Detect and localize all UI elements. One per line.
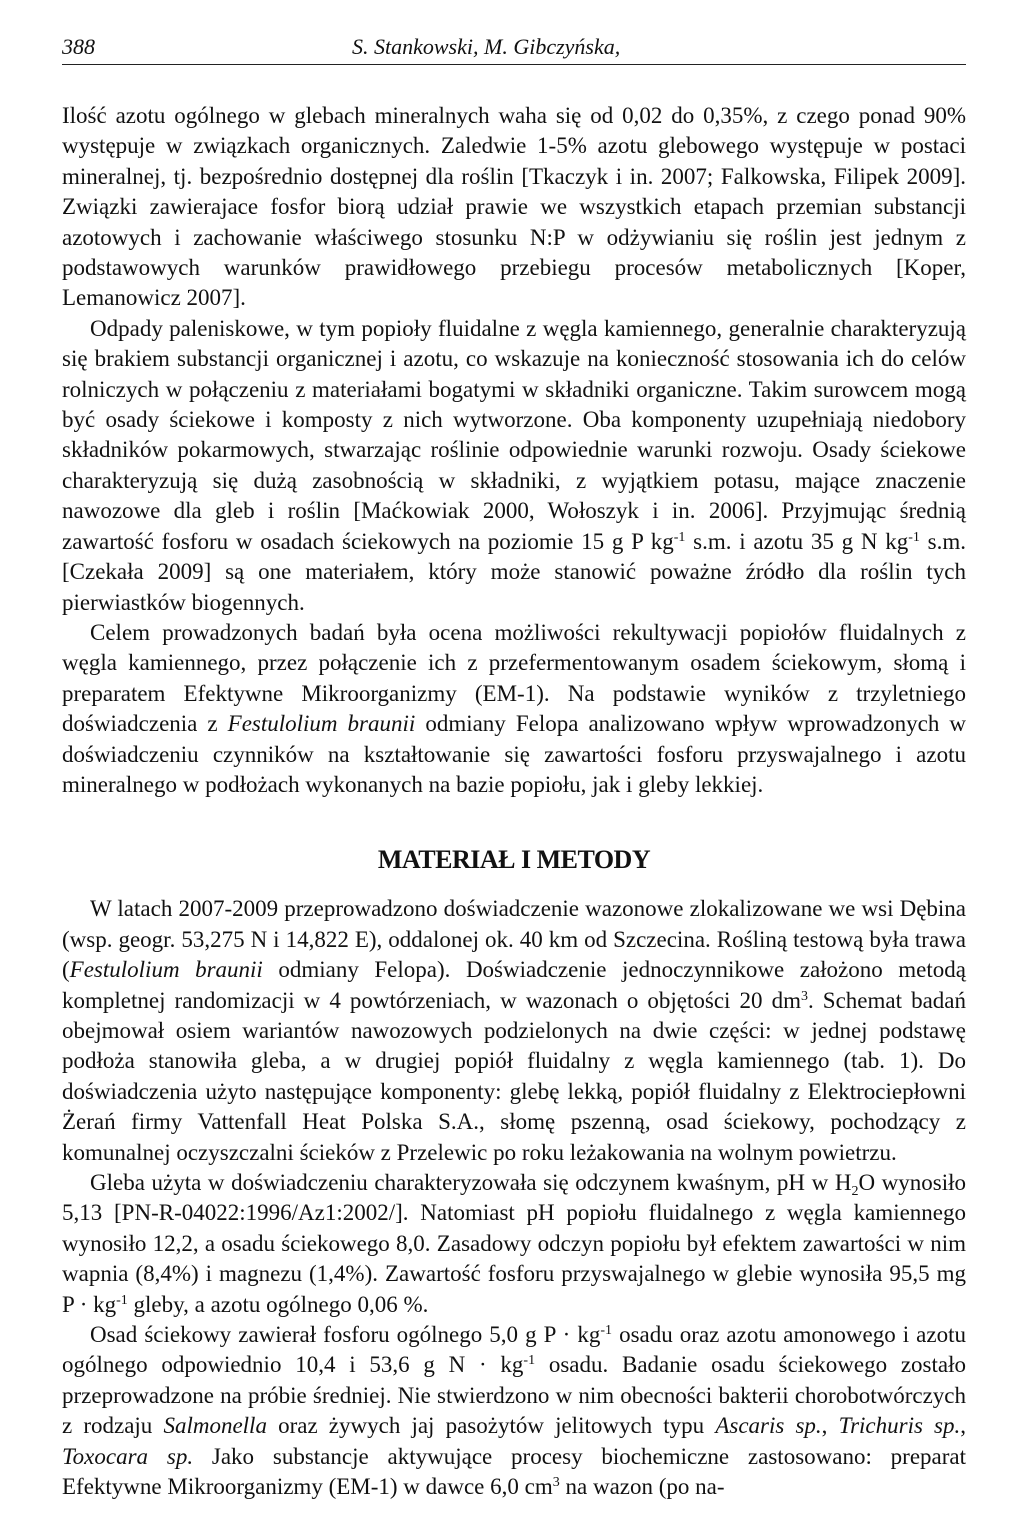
- paragraph-text: odmiany Felopa). Doświadczenie jednoczynnikowe założono metodą kompletnej randomizacji w 4 powtórzeniach, w wazonach o objętości 20 dm: [62, 957, 966, 1013]
- paragraph-text: na wazon (po na-: [559, 1474, 725, 1500]
- paragraph-text: s.m. [Czekała 2009] są one materiałem, który może stanowić poważne źródło dla roślin tych pierwiastków biogennych.: [62, 528, 967, 615]
- page: [62, 0, 966, 1502]
- genus-name: Toxocara sp.: [62, 1443, 194, 1469]
- paragraph-text: Jako substancje aktywujące procesy biochemiczne zastosowano: preparat Efektywne Mikroorganizmy (EM-1) w dawce 6,0 cm: [62, 1443, 967, 1500]
- paragraph-text: ,: [821, 1413, 839, 1439]
- paragraph-text: s.m. i azotu 35 g N kg: [685, 528, 909, 554]
- paragraph-text: Odpady paleniskowe, w tym popioły fluidalne z węgla kamiennego, generalnie charakteryzują się brakiem substancji organicznej i azotu, co wskazuje na konieczność stosowania ich do celów rolniczych w połączeniu z materiałami bogatymi w składniki organiczne. Takim surowcem mogą być osady ściekowe i komposty z nich wytworzone. Oba komponenty uzupełniają niedobory składników pokarmowych, stwarzając roślinie odpowiednie warunki rozwoju. Osady ściekowe charakteryzują się dużą zasobnością w składniki, z wyjątkiem potasu, mające znaczenie nawozowe dla gleb i roślin [Maćkowiak 2000, Wołoszyk i in. 2006]. Przyjmując średnią zawartość fosforu w osadach ściekowych na poziomie 15 g P kg: [62, 315, 966, 554]
- paragraph-text: osadu. Badanie osadu ściekowego zostało przeprowadzone na próbie średniej. Nie stwierdzono w nim obecności bakterii chorobotwórczych z rodzaju: [62, 1352, 967, 1439]
- paragraph-text: odmiany Felopa analizowano wpływ wprowadzonych w doświadczeniu czynników na kształtowanie się zawartości fosforu przyswajalnego i azotu mineralnego w podłożach wykonanych na bazie popiołu, jak i gleby lekkiej.: [62, 711, 966, 797]
- genus-name: Ascaris sp.: [715, 1413, 822, 1439]
- superscript: 3: [800, 988, 808, 1004]
- paragraph-text: W latach 2007-2009 przeprowadzono doświadczenie wazonowe zlokalizowane we wsi Dębina (wsp. geogr. 53,275 N i 14,822 E), oddalonej ok. 40 km od Szczecina. Rośliną testową była trawa (: [62, 896, 966, 983]
- paragraph-nitrogen-content: [62, 101, 966, 314]
- paragraph-text: . Schemat badań obejmował osiem wariantów nawozowych podzielonych na dwie części: w jednej podstawę podłoża stanowiła gleba, a w drugiej popiół fluidalny z węgla kamiennego (tab. 1). Do doświadczenia użyto następujące komponenty: glebę lekką, popiół fluidalny z Elektrociepłowni Żerań firmy Vattenfall Heat Polska S.A., słomę pszenną, osad ściekowy, pochodzący z komunalnej oczyszczalni ścieków z Przelewic po roku leżakowania na wolnym powietrzu.: [62, 987, 966, 1165]
- genus-name: Salmonella: [163, 1413, 267, 1439]
- species-name: Festulolium braunii: [69, 957, 263, 983]
- header-authors: S. Stankowski, M. Gibczyńska,: [352, 34, 621, 59]
- paragraph-text: gleby, a azotu ogólnego 0,06 %.: [127, 1291, 429, 1317]
- paragraph-sewage-sludge: [62, 1320, 966, 1502]
- paragraph-research-aim: [62, 618, 966, 800]
- paragraph-text: O wynosiło 5,13 [PN-R-04022:1996/Az1:2002/]. Natomiast pH popiołu fluidalnego z węgla kamiennego wynosiło 12,2, a osadu ściekowego 8,0. Zasadowy odczyn popiołu był efektem zawartości w nim wapnia (8,4%) i magnezu (1,4%). Zawartość fosforu przyswajalnego w glebie wynosiła 95,5 mg P · kg: [62, 1170, 967, 1317]
- subscript: 2: [851, 1184, 859, 1199]
- paragraph-text: Osad ściekowy zawierał fosforu ogólnego 5,0 g P · kg: [90, 1322, 601, 1348]
- species-name: Festulolium braunii: [227, 711, 416, 737]
- superscript: -1: [673, 529, 686, 545]
- genus-name: Trichuris sp.: [838, 1413, 961, 1439]
- paragraph-text: osadu oraz azotu amonowego i azotu ogólnego odpowiednio 10,4 i 53,6 g N · kg: [62, 1322, 966, 1378]
- superscript: 3: [552, 1475, 560, 1491]
- paragraph-combustion-waste: [62, 314, 966, 618]
- superscript: -1: [116, 1292, 128, 1308]
- running-header: [62, 0, 966, 65]
- paragraph-soil-properties: [62, 1168, 966, 1320]
- body-text: [62, 101, 966, 1502]
- superscript: -1: [908, 529, 920, 545]
- paragraph-text: Celem prowadzonych badań była ocena możliwości rekultywacji popiołów fluidalnych z węgla kamiennego, przez połączenie ich z przefermentowanym osadem ściekowym, słomą i preparatem Efektywne Mikroorganizmy (EM-1). Na podstawie wyników z trzyletniego doświadczenia z: [62, 619, 966, 737]
- paragraph-text: ,: [960, 1413, 967, 1439]
- superscript: -1: [523, 1353, 536, 1369]
- paragraph-text: Gleba użyta w doświadczeniu charakteryzowała się odczynem kwaśnym, pH w H: [90, 1170, 852, 1195]
- section-heading: MATERIAŁ I METODY: [377, 845, 651, 875]
- superscript: -1: [600, 1323, 613, 1339]
- page-number: 388: [62, 34, 95, 59]
- paragraph-text: Ilość azotu ogólnego w glebach mineralnych waha się od 0,02 do 0,35%, z czego ponad 90% występuje w związkach organicznych. Zaledwie 1-5% azotu glebowego występuje w postaci mineralnej, tj. bezpośrednio dostępnej dla roślin [Tkaczyk i in. 2007; Falkowska, Filipek 2009]. Związki zawierajace fosfor biorą udział prawie we wszystkich etapach przemian substancji azotowych i zachowanie właściwego stosunku N:P w odżywianiu się roślin jest jednym z podstawowych warunków prawidłowego przebiegu procesów metabolicznych [Koper, Lemanowicz 2007].: [62, 103, 966, 311]
- paragraph-experiment-setup: [62, 894, 966, 1168]
- paragraph-text: oraz żywych jaj pasożytów jelitowych typu: [266, 1413, 716, 1439]
